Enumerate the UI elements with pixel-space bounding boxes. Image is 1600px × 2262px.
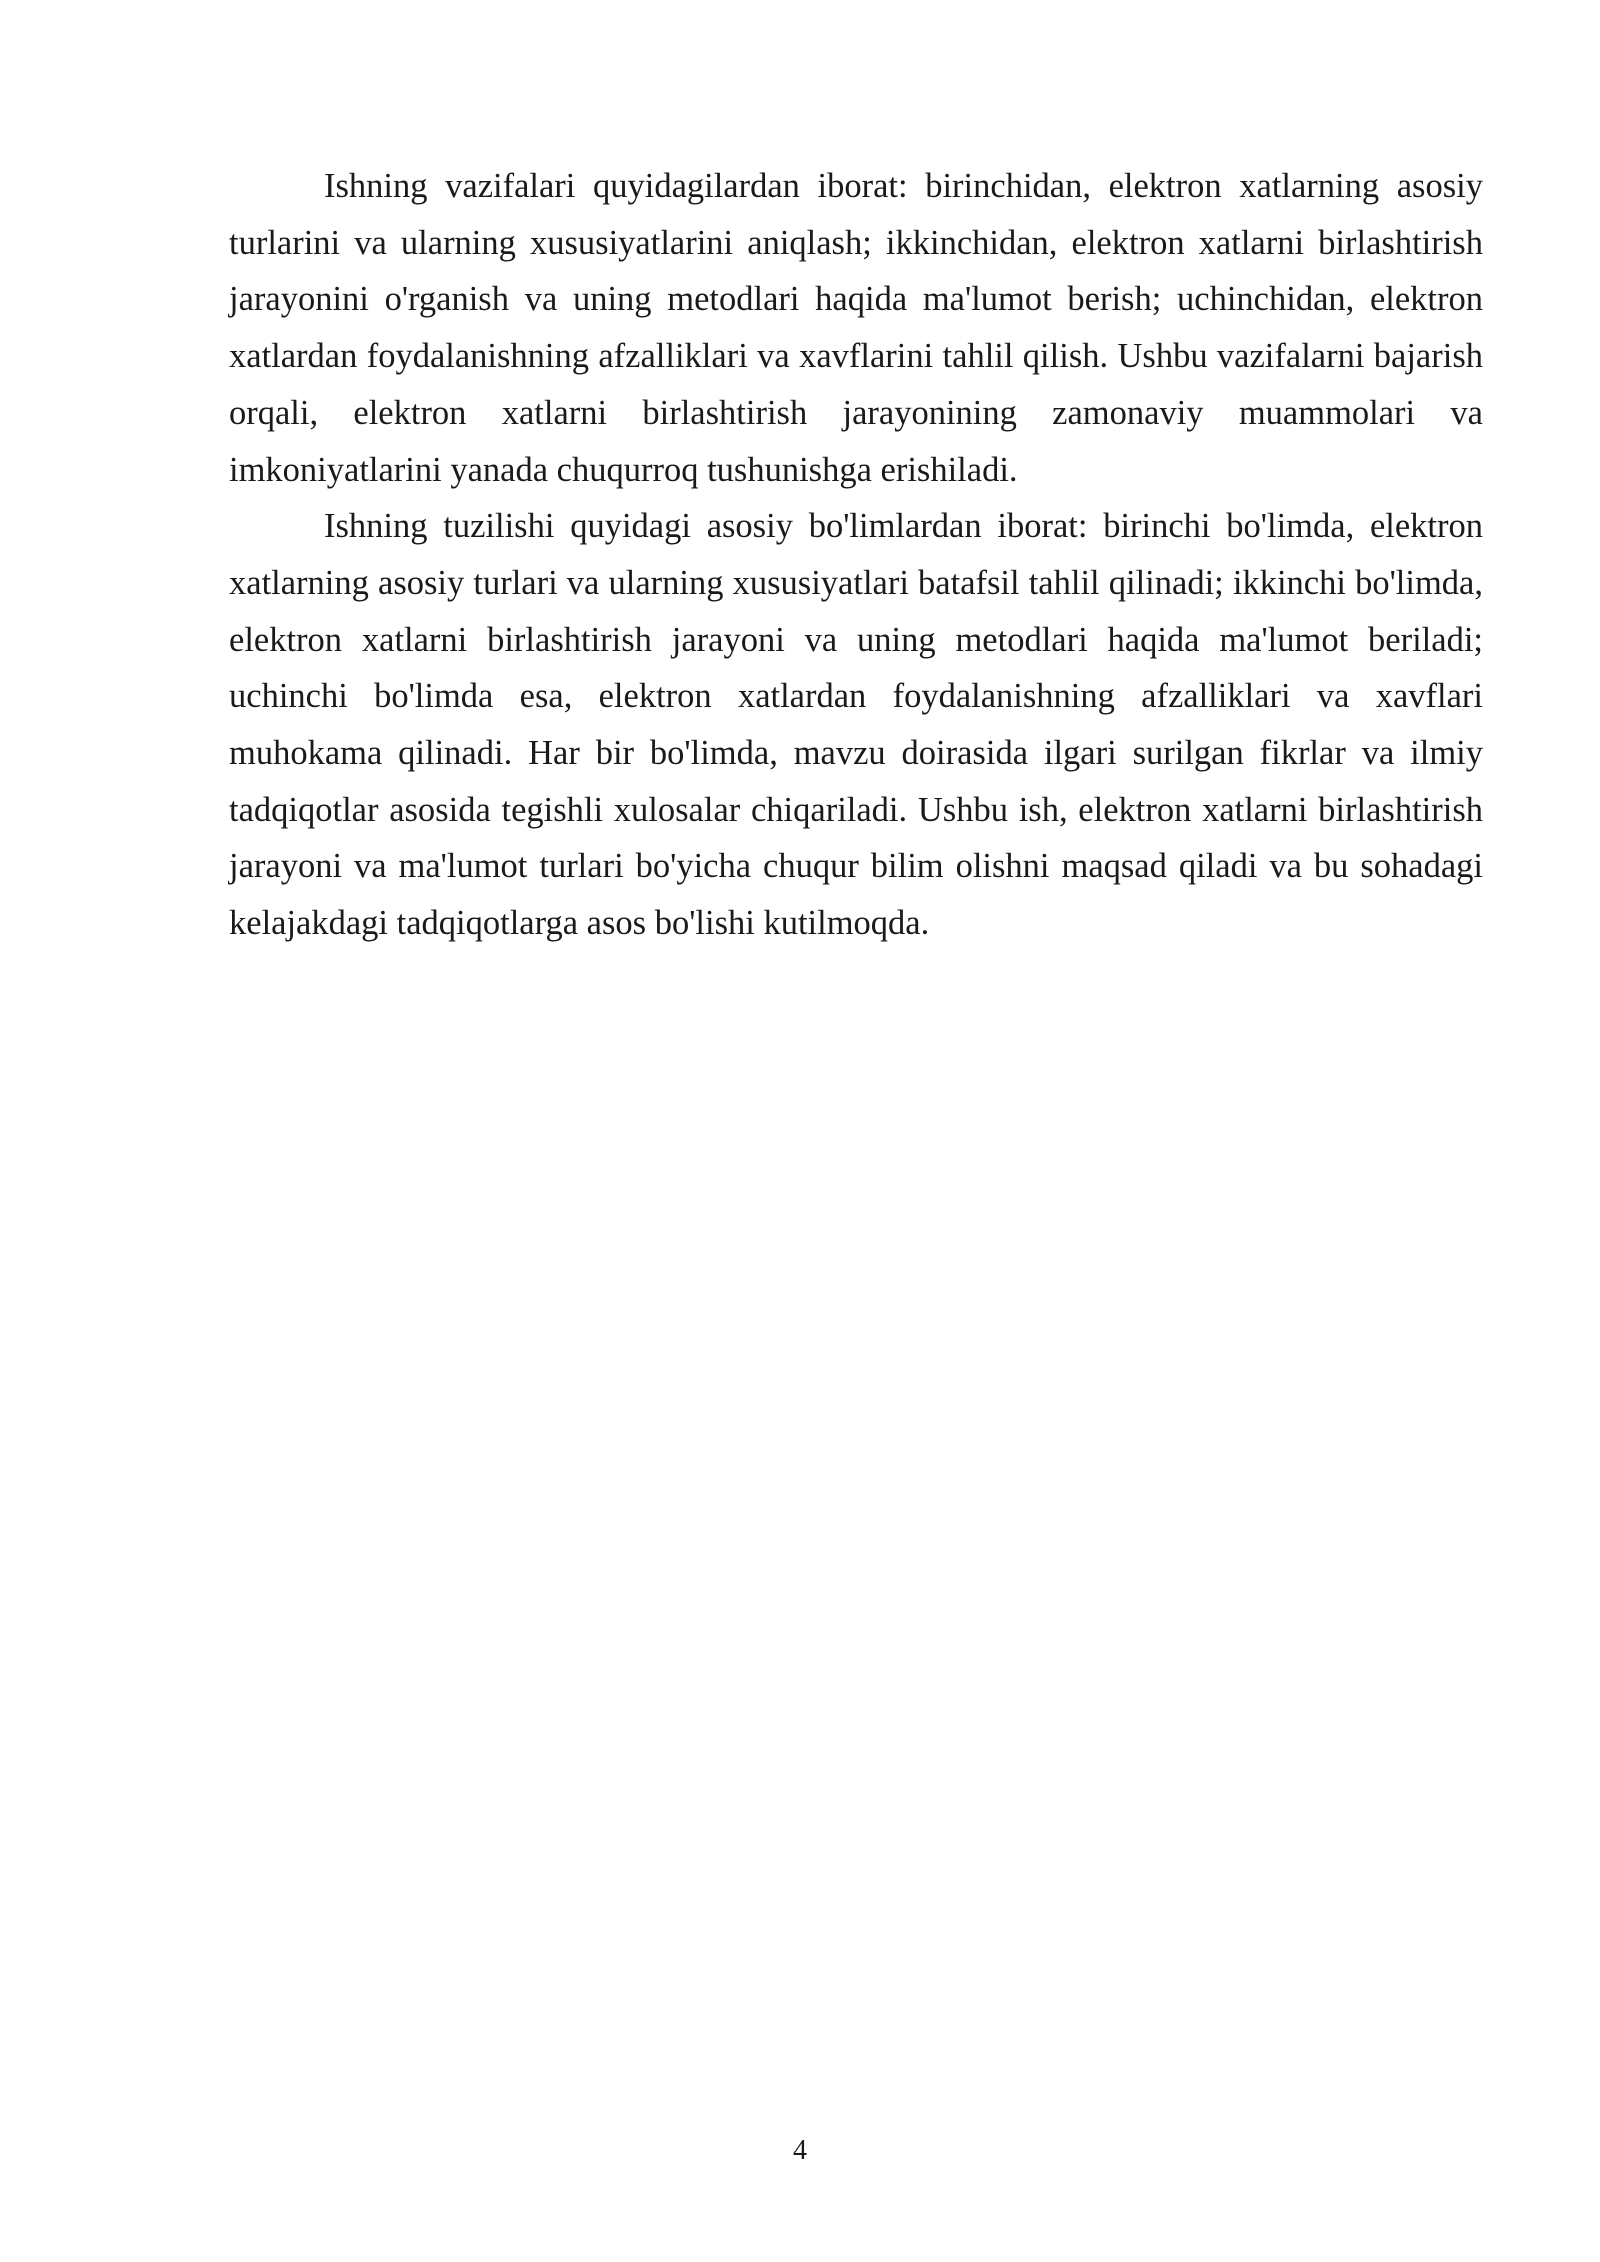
- paragraph-tasks: Ishning vazifalari quyidagilardan iborat: birinchidan, elektron xatlarning asosiy turlarini va ularning xususiyatlarini aniqlash; ikkinchidan, elektron xatlarni birlashtirish jarayonini o'rganish va uning metodlari haqida ma'lumot berish; uchinchidan, elektron xatlardan foydalanishning afzalliklari va xavflarini tahlil qilish. Ushbu vazifalarni bajarish orqali, elektron xatlarni birlashtirish jarayonining zamonaviy muammolari va imkoniyatlarini yanada chuqurroq tushunishga erishiladi.: [229, 167, 1483, 489]
- paragraph-structure: Ishning tuzilishi quyidagi asosiy bo'limlardan iborat: birinchi bo'limda, elektron xatlarning asosiy turlari va ularning xususiyatlari batafsil tahlil qilinadi; ikkinchi bo'limda, elektron xatlarni birlashtirish jarayoni va uning metodlari haqida ma'lumot beriladi; uchinchi bo'limda esa, elektron xatlardan foydalanishning afzalliklari va xavflari muhokama qilinadi. Har bir bo'limda, mavzu doirasida ilgari surilgan fikrlar va ilmiy tadqiqotlar asosida tegishli xulosalar chiqariladi. Ushbu ish, elektron xatlarni birlashtirish jarayoni va ma'lumot turlari bo'yicha chuqur bilim olishni maqsad qiladi va bu sohadagi kelajakdagi tadqiqotlarga asos bo'lishi kutilmoqda.: [229, 507, 1483, 943]
- body-text: [229, 158, 1483, 952]
- page-number: 4: [793, 2135, 807, 2166]
